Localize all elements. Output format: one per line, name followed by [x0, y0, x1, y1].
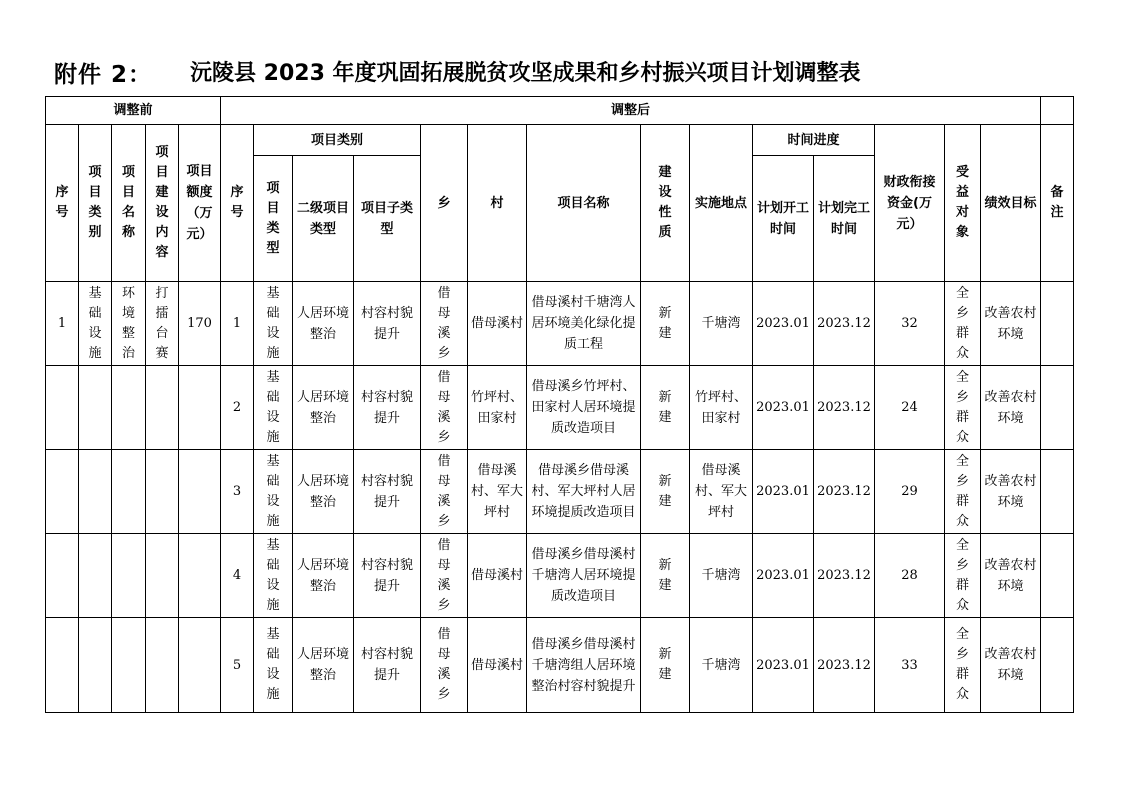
seq-cell: 2 — [221, 366, 254, 450]
seq-cell: 5 — [221, 618, 254, 713]
village-cell: 借母溪村、军大坪村 — [471, 463, 524, 520]
before-seq-header: 序号 — [55, 185, 69, 220]
before-name-cell: 环境整治 — [121, 285, 135, 361]
adjustment-table — [45, 96, 1074, 713]
township-cell: 借母溪乡 — [437, 453, 451, 529]
before-seq-cell — [46, 534, 79, 618]
nature-cell: 新建 — [658, 647, 672, 682]
location-cell: 千塘湾 — [701, 657, 741, 673]
subtype-cell: 村容村貌提升 — [360, 389, 413, 426]
funds-cell: 33 — [875, 618, 945, 713]
start-cell: 2023.01 — [753, 618, 814, 713]
seq-cell: 3 — [221, 450, 254, 534]
subtype-cell: 村容村貌提升 — [360, 557, 413, 594]
level2-cell: 人居环境整治 — [296, 647, 349, 683]
funds-cell: 28 — [875, 534, 945, 618]
end-cell: 2023.12 — [814, 366, 875, 450]
table-row — [46, 534, 1074, 618]
beneficiary-cell: 全乡群众 — [955, 627, 969, 702]
level2-cell: 人居环境整治 — [296, 305, 349, 342]
nature-cell: 新建 — [658, 389, 672, 425]
before-seq-cell — [46, 366, 79, 450]
end-cell: 2023.12 — [814, 282, 875, 366]
location-header: 实施地点 — [694, 195, 747, 211]
table-row — [46, 618, 1074, 713]
subgroup-header-row — [46, 125, 1074, 156]
before-name-header: 项目名称 — [121, 165, 135, 240]
nature-cell: 新建 — [658, 557, 672, 593]
project-name-cell: 借母溪乡借母溪村千塘湾组人居环境整治村容村貌提升 — [531, 636, 636, 694]
village-cell: 竹坪村、田家村 — [471, 389, 524, 426]
village-cell: 借母溪村 — [471, 657, 524, 673]
township-cell: 借母溪乡 — [437, 627, 451, 702]
start-cell: 2023.01 — [753, 450, 814, 534]
after-category-group-header: 项目类别 — [254, 125, 421, 156]
start-cell: 2023.01 — [753, 366, 814, 450]
project-name-header: 项目名称 — [527, 125, 641, 282]
end-cell: 2023.12 — [814, 534, 875, 618]
nature-header: 建设性质 — [658, 165, 672, 240]
funds-cell: 24 — [875, 366, 945, 450]
cat-cell: 基础设施 — [266, 453, 280, 529]
header-blank — [1041, 97, 1074, 125]
table-row — [46, 450, 1074, 534]
schedule-group-header: 时间进度 — [753, 125, 875, 156]
end-cell: 2023.12 — [814, 618, 875, 713]
cat-type-header: 项目类型 — [266, 180, 280, 256]
before-content-cell: 打擂台赛 — [155, 285, 169, 361]
location-cell: 千塘湾 — [701, 316, 741, 331]
funds-cell: 29 — [875, 450, 945, 534]
level2-cell: 人居环境整治 — [296, 557, 349, 594]
after-seq-header: 序号 — [230, 185, 244, 220]
table-row — [46, 282, 1074, 366]
nature-cell: 新建 — [658, 305, 672, 341]
cat-cell: 基础设施 — [266, 285, 280, 361]
remark-cell — [1041, 618, 1074, 713]
document-title: 沅陵县 2023 年度巩固拓展脱贫攻坚成果和乡村振兴项目计划调整表 — [190, 61, 861, 86]
before-seq-cell — [46, 618, 79, 713]
attachment-label: 附件 2： — [54, 62, 153, 88]
remark-cell — [1041, 282, 1074, 366]
seq-cell: 1 — [221, 282, 254, 366]
project-name-cell: 借母溪村千塘湾人居环境美化绿化提质工程 — [531, 295, 636, 352]
beneficiary-header: 受益对象 — [955, 165, 969, 240]
before-header: 调整前 — [46, 97, 221, 125]
subtype-cell: 村容村貌提升 — [360, 305, 413, 342]
before-amount-cell — [179, 618, 221, 713]
cat-cell: 基础设施 — [266, 627, 280, 702]
location-cell: 千塘湾 — [701, 568, 741, 583]
goal-header: 绩效目标 — [981, 125, 1041, 282]
beneficiary-cell: 全乡群众 — [955, 537, 969, 613]
end-cell: 2023.12 — [814, 450, 875, 534]
before-amount-cell — [179, 450, 221, 534]
village-cell: 借母溪村 — [471, 568, 524, 583]
remark-cell — [1041, 534, 1074, 618]
table-row — [46, 366, 1074, 450]
project-name-cell: 借母溪乡借母溪村千塘湾人居环境提质改造项目 — [531, 547, 636, 604]
after-header: 调整后 — [221, 97, 1041, 125]
project-name-cell: 借母溪乡借母溪村、军大坪村人居环境提质改造项目 — [531, 463, 636, 520]
funds-cell: 32 — [875, 282, 945, 366]
location-cell: 竹坪村、田家村 — [694, 389, 747, 426]
beneficiary-cell: 全乡群众 — [955, 285, 969, 361]
village-cell: 借母溪村 — [471, 316, 524, 331]
cat-cell: 基础设施 — [266, 537, 280, 613]
remark-header: 备注 — [1050, 185, 1064, 220]
before-amount-cell — [179, 534, 221, 618]
township-cell: 借母溪乡 — [437, 285, 451, 361]
start-cell: 2023.01 — [753, 282, 814, 366]
before-amount-cell: 170 — [179, 282, 221, 366]
seq-cell: 4 — [221, 534, 254, 618]
document-title-row — [54, 56, 1064, 90]
before-category-header: 项目类别 — [88, 165, 102, 240]
township-header: 乡 — [421, 125, 468, 282]
level2-header: 二级项目类型 — [296, 200, 349, 237]
before-amount-header: 项目额度（万元） — [186, 164, 213, 242]
before-seq-cell — [46, 450, 79, 534]
village-header: 村 — [468, 125, 527, 282]
project-name-cell: 借母溪乡竹坪村、田家村人居环境提质改造项目 — [531, 379, 636, 436]
goal-cell: 改善农村环境 — [984, 557, 1037, 594]
goal-cell: 改善农村环境 — [984, 647, 1037, 683]
goal-cell: 改善农村环境 — [984, 473, 1037, 510]
before-seq-cell: 1 — [46, 282, 79, 366]
level2-cell: 人居环境整治 — [296, 389, 349, 426]
funds-header: 财政衔接资金(万元） — [883, 174, 936, 232]
subtype-cell: 村容村貌提升 — [360, 647, 413, 683]
goal-cell: 改善农村环境 — [984, 305, 1037, 342]
beneficiary-cell: 全乡群众 — [955, 369, 969, 445]
township-cell: 借母溪乡 — [437, 369, 451, 445]
remark-cell — [1041, 450, 1074, 534]
beneficiary-cell: 全乡群众 — [955, 453, 969, 529]
start-cell: 2023.01 — [753, 534, 814, 618]
remark-cell — [1041, 366, 1074, 450]
before-amount-cell — [179, 366, 221, 450]
subtype-header: 项目子类型 — [360, 200, 413, 237]
nature-cell: 新建 — [658, 473, 672, 509]
goal-cell: 改善农村环境 — [984, 389, 1037, 426]
township-cell: 借母溪乡 — [437, 537, 451, 613]
group-header-row — [46, 97, 1074, 125]
cat-cell: 基础设施 — [266, 369, 280, 445]
before-category-cell: 基础设施 — [88, 285, 102, 361]
end-header: 计划完工时间 — [817, 200, 870, 237]
subtype-cell: 村容村貌提升 — [360, 473, 413, 510]
start-header: 计划开工时间 — [756, 200, 809, 237]
before-content-header: 项目建设内容 — [155, 145, 169, 260]
level2-cell: 人居环境整治 — [296, 473, 349, 510]
location-cell: 借母溪村、军大坪村 — [694, 463, 747, 520]
